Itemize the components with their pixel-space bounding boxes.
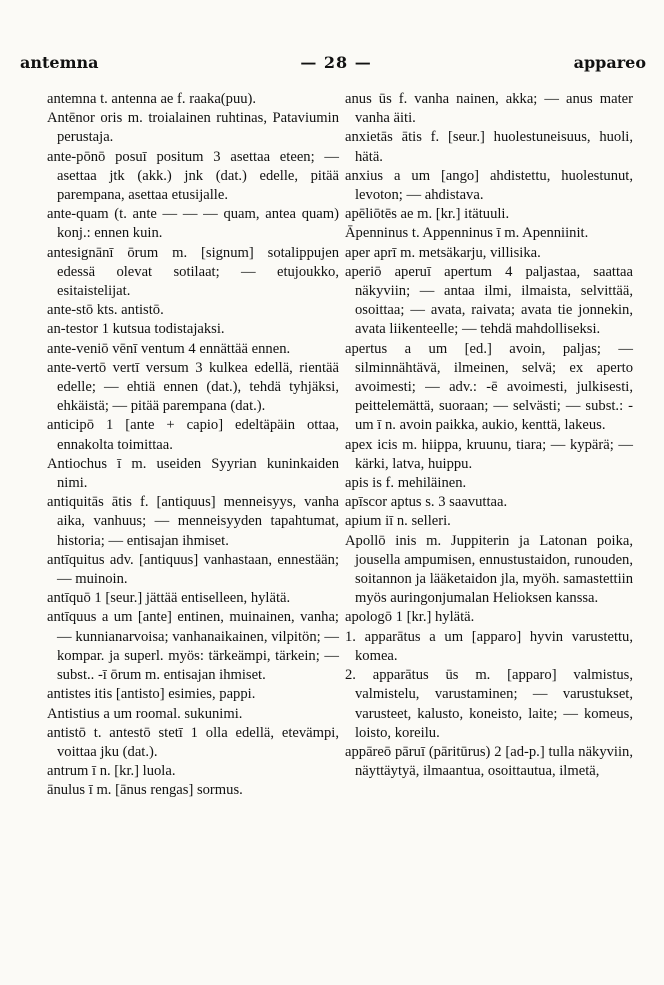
dictionary-entry: antiquitās ātis f. [antiquus] menneisyys, vanha aika, vanhuus; — menneisyyden tapahtumat, historia; — entisajan ihmiset. — [47, 494, 339, 549]
dictionary-entry: antistō t. antestō stetī 1 olla edellä, etevämpi, voittaa jku (dat.). — [47, 724, 339, 760]
dictionary-entry: ante-stō kts. antistō. — [47, 302, 164, 319]
dictionary-entry: antemna t. antenna ae f. raaka(puu). — [47, 91, 257, 107]
dictionary-entry: antīquus a um [ante] entinen, muinainen, vanha; — kunnianarvoisa; vanhanaikainen, vilpitön; — kompar. ja superl. myös: tärkeämpi, tärkein; — subst.. -ī ōrum m. entisajan ihmiset. — [47, 609, 339, 684]
dictionary-entry: ante-pōnō posuī positum 3 asettaa eteen; — asettaa jtk (akk.) jnk (dat.) edelle, pitää parempana, asettaa etusijalle. — [47, 148, 339, 204]
header-right-word: appareo — [573, 52, 646, 72]
dictionary-entry: ante-vertō vertī versum 3 kulkea edellä, rientää edelle; — ehtiä ennen (dat.), tehdä tyhjäksi, ehkäistä; — pitää parempana (dat.). — [47, 359, 339, 415]
dictionary-entry: Apollō inis m. Juppiterin ja Latonan poika, jousella ampumisen, ennustustaidon, runouden, soitannon ja lääketaidon jla, myöh. samastettiin myös auringonjumalan Helioksen kanssa. — [345, 532, 633, 607]
dictionary-entry: aper aprī m. metsäkarju, villisika. — [345, 244, 541, 261]
dictionary-entry: appāreō pāruī (pāritūrus) 2 [ad-p.] tulla näkyviin, näyttäytyä, ilmaantua, osoittautua, ilmetä, — [345, 743, 633, 780]
page-number: — 28 — — [300, 52, 372, 72]
dictionary-entry: ante-quam (t. ante — — — quam, antea quam) konj.: ennen kuin. — [47, 206, 339, 242]
dictionary-entry: anxius a um [ango] ahdistettu, huolestunut, levoton; — ahdistava. — [345, 167, 633, 204]
dictionary-entry: antesignānī ōrum m. [signum] sotalippujen edessä olevat sotilaat; — etujoukko, esitaistelijat. — [47, 244, 339, 300]
dictionary-entry: apex icis m. hiippa, kruunu, tiara; — kypärä; — kärki, latva, huippu. — [345, 436, 633, 472]
dictionary-entry: antrum ī n. [kr.] luola. — [47, 763, 176, 780]
dictionary-entry: ante-veniō vēnī ventum 4 ennättää ennen. — [47, 340, 291, 357]
dictionary-entry: ānulus ī m. [ānus rengas] sormus. — [47, 782, 243, 799]
page-header — [20, 50, 646, 74]
dictionary-entry: Antistius a um roomal. sukunimi. — [47, 705, 243, 722]
dictionary-entry: anticipō 1 [ante + capio] edeltäpäin ottaa, ennakolta toimittaa. — [47, 417, 339, 453]
dictionary-entry: apīscor aptus s. 3 saavuttaa. — [345, 494, 508, 511]
left-column — [47, 90, 339, 801]
dictionary-entry: Antēnor oris m. troialainen ruhtinas, Pataviumin perustaja. — [47, 110, 339, 146]
dictionary-entry: antīquō 1 [seur.] jättää entiselleen, hylätä. — [47, 590, 291, 607]
dictionary-entry: antistes itis [antisto] esimies, pappi. — [47, 686, 256, 703]
dictionary-entry: Āpenninus t. Appenninus ī m. Apenniinit. — [345, 225, 589, 242]
dictionary-entry: apium iī n. selleri. — [345, 513, 451, 530]
dictionary-entry: apis is f. mehiläinen. — [345, 475, 467, 492]
dictionary-entry: antīquitus adv. [antiquus] vanhastaan, ennestään; — muinoin. — [47, 551, 339, 588]
dictionary-entry: apologō 1 [kr.] hylätä. — [345, 609, 475, 626]
right-column — [345, 90, 633, 781]
dictionary-entry: apēliōtēs ae m. [kr.] itätuuli. — [345, 206, 510, 223]
dictionary-entry: aperiō aperuī apertum 4 paljastaa, saattaa näkyviin; — antaa ilmi, ilmaista, selvittää, osoittaa; — avata, raivata; avata tie jonnekin, avata liikenteelle; — tehdä mahdolliseksi. — [345, 263, 633, 338]
dictionary-entry: 1. apparātus a um [apparo] hyvin varustettu, komea. — [345, 628, 633, 664]
dictionary-entry: anus ūs f. vanha nainen, akka; — anus mater vanha äiti. — [345, 91, 633, 127]
dictionary-entry: Antiochus ī m. useiden Syyrian kuninkaiden nimi. — [47, 455, 339, 492]
header-left-word: antemna — [20, 52, 99, 72]
dictionary-entry: 2. apparātus ūs m. [apparo] valmistus, valmistelu, varustaminen; — varustukset, varusteet, kalusto, koneisto, laite; — komeus, loisto, koreilu. — [345, 667, 633, 741]
dictionary-entry: apertus a um [ed.] avoin, paljas; — silminnähtävä, ilmeinen, selvä; ex aperto avoimesti; — adv.: -ē avoimesti, julkisesti, peittelemättä, suoraan; — selvästi; — subst.: -um ī n. avoin paikka, aukio, kenttä, lakeus. — [345, 340, 633, 434]
dictionary-entry: anxietās ātis f. [seur.] huolestuneisuus, huoli, hätä. — [345, 129, 633, 165]
dictionary-entry: an-testor 1 kutsua todistajaksi. — [47, 321, 225, 338]
